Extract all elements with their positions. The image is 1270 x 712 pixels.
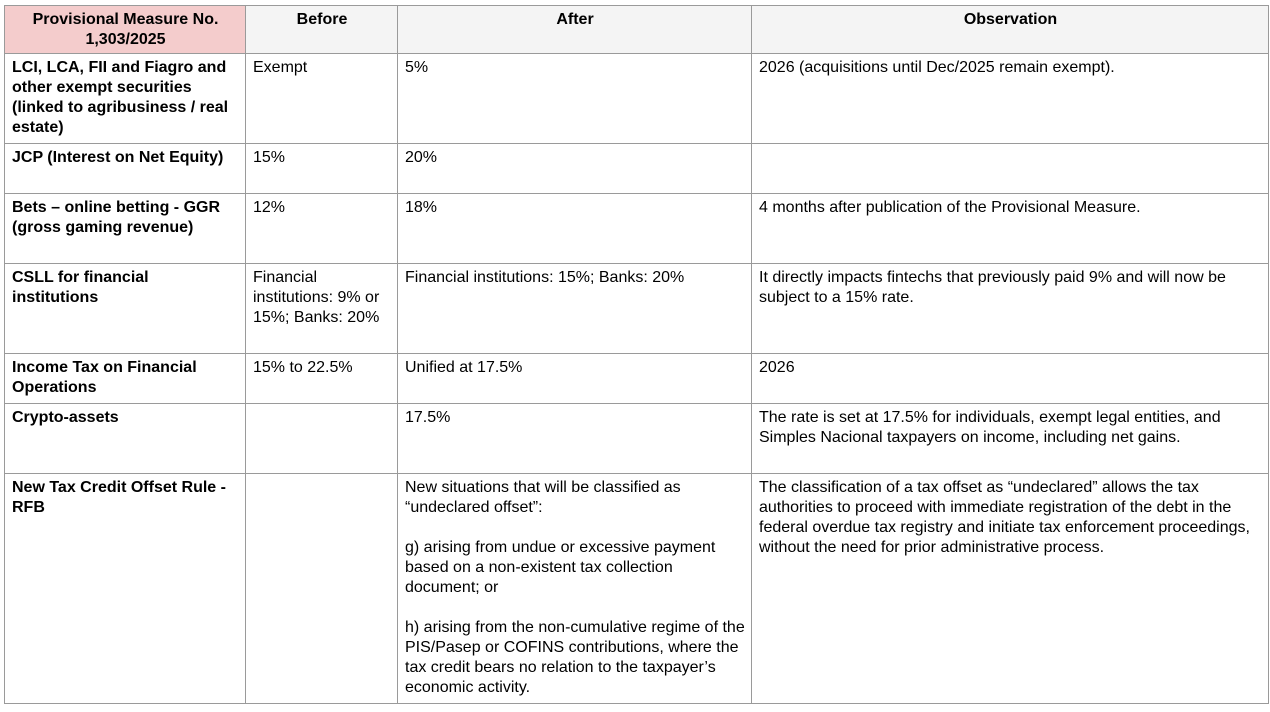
table-row [5,264,1269,354]
observation-cell: The classification of a tax offset as “undeclared” allows the tax authorities to proceed with immediate registration of the debt in the federal overdue tax registry and initiate tax enforcement proceedings, without the need for prior administrative process. [752,474,1269,704]
before-cell: 12% [246,194,398,264]
observation-cell: The rate is set at 17.5% for individuals, exempt legal entities, and Simples Nacional taxpayers on income, including net gains. [752,404,1269,474]
row-label: JCP (Interest on Net Equity) [5,144,246,194]
observation-cell [752,144,1269,194]
header-observation: Observation [752,6,1269,54]
row-label: Bets – online betting - GGR (gross gaming revenue) [5,194,246,264]
table-row [5,474,1269,704]
before-cell: 15% to 22.5% [246,354,398,404]
before-cell [246,474,398,704]
after-cell: Financial institutions: 15%; Banks: 20% [398,264,752,354]
row-label: CSLL for financial institutions [5,264,246,354]
before-cell: 15% [246,144,398,194]
after-cell: 18% [398,194,752,264]
row-label: LCI, LCA, FII and Fiagro and other exempt securities (linked to agribusiness / real estate) [5,54,246,144]
observation-cell: 2026 (acquisitions until Dec/2025 remain exempt). [752,54,1269,144]
header-row [5,6,1269,54]
after-cell: 20% [398,144,752,194]
after-paragraph: h) arising from the non-cumulative regime of the PIS/Pasep or COFINS contributions, where the tax credit bears no relation to the taxpayer’s economic activity. [405,619,745,696]
after-cell: Unified at 17.5% [398,354,752,404]
header-after: After [398,6,752,54]
before-cell: Exempt [246,54,398,144]
table-row [5,354,1269,404]
after-paragraph: g) arising from undue or excessive payment based on a non-existent tax collection document; or [405,539,716,596]
observation-cell: It directly impacts fintechs that previously paid 9% and will now be subject to a 15% rate. [752,264,1269,354]
after-cell: 17.5% [398,404,752,474]
row-label: Crypto-assets [5,404,246,474]
before-cell: Financial institutions: 9% or 15%; Banks: 20% [246,264,398,354]
table-row [5,404,1269,474]
before-cell [246,404,398,474]
after-cell: 5% [398,54,752,144]
row-label: Income Tax on Financial Operations [5,354,246,404]
table-row [5,144,1269,194]
after-paragraph: New situations that will be classified as “undeclared offset”: [405,479,681,516]
table-row [5,194,1269,264]
table-row [5,54,1269,144]
provisional-measure-table [4,5,1269,704]
header-before: Before [246,6,398,54]
row-label: New Tax Credit Offset Rule - RFB [5,474,246,704]
observation-cell: 4 months after publication of the Provisional Measure. [752,194,1269,264]
after-cell [398,474,752,704]
observation-cell: 2026 [752,354,1269,404]
header-provisional-measure: Provisional Measure No. 1,303/2025 [5,6,246,54]
